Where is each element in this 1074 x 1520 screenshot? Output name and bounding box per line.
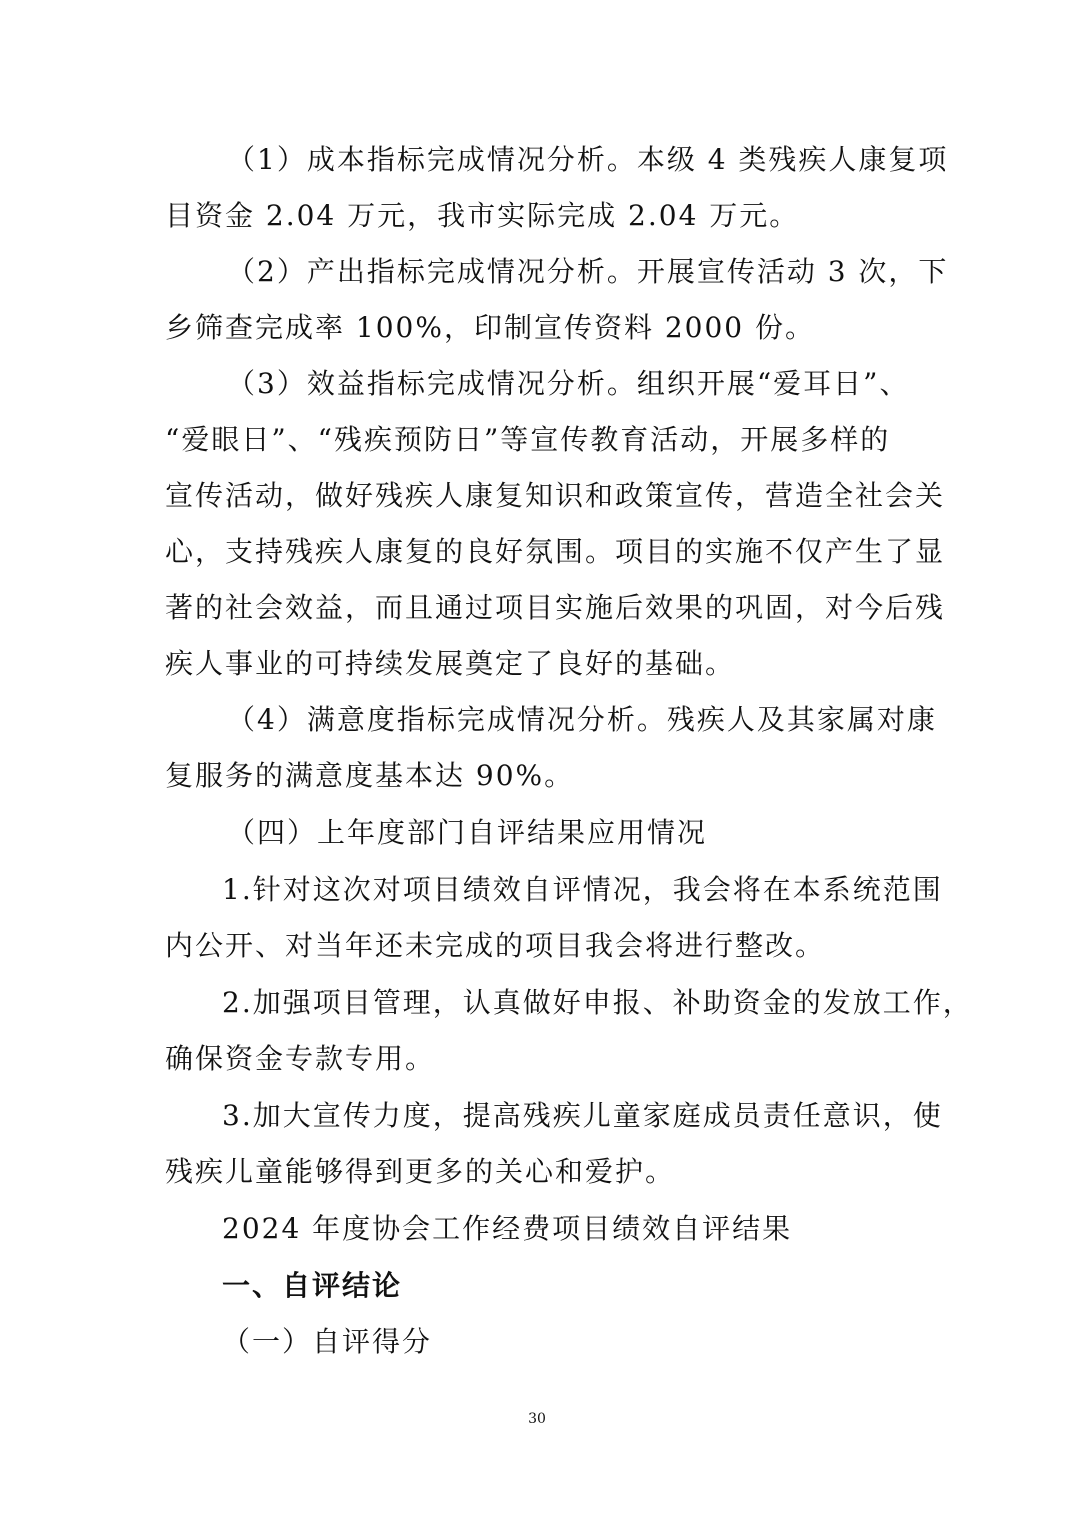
- item-two-line-1: 2.加强项目管理，认真做好申报、补助资金的发放工作，: [222, 986, 973, 1019]
- satisfaction-analysis-line-1: （4）满意度指标完成情况分析。残疾人及其家属对康: [227, 703, 937, 736]
- item-one-line-1: 1.针对这次对项目绩效自评情况，我会将在本系统范围: [222, 873, 943, 906]
- cost-analysis-line-1: （1）成本指标完成情况分析。本级 4 类残疾人康复项: [227, 143, 949, 176]
- benefit-analysis-line-4: 心，支持残疾人康复的良好氛围。项目的实施不仅产生了显: [165, 535, 946, 568]
- item-three-line-2: 残疾儿童能够得到更多的关心和爱护。: [165, 1155, 676, 1188]
- section-subheading: （一）自评得分: [222, 1325, 433, 1358]
- item-three-line-1: 3.加大宣传力度，提高残疾儿童家庭成员责任意识，使: [222, 1099, 943, 1132]
- output-analysis-line-2: 乡筛查完成率 100%，印制宣传资料 2000 份。: [165, 311, 816, 344]
- page-number: 30: [528, 1411, 546, 1427]
- item-one-line-2: 内公开、对当年还未完成的项目我会将进行整改。: [165, 929, 826, 962]
- section-four-title: （四）上年度部门自评结果应用情况: [227, 816, 708, 849]
- satisfaction-analysis-line-2: 复服务的满意度基本达 90%。: [165, 759, 575, 792]
- section-heading: 一、自评结论: [222, 1269, 403, 1302]
- benefit-analysis-line-6: 疾人事业的可持续发展奠定了良好的基础。: [165, 647, 736, 680]
- cost-analysis-line-2: 目资金 2.04 万元，我市实际完成 2.04 万元。: [165, 199, 800, 232]
- benefit-analysis-line-3: 宣传活动，做好残疾人康复知识和政策宣传，营造全社会关: [165, 479, 946, 512]
- benefit-analysis-line-5: 著的社会效益，而且通过项目实施后效果的巩固，对今后残: [165, 591, 946, 624]
- benefit-analysis-line-1: （3）效益指标完成情况分析。组织开展“爱耳日”、: [227, 367, 910, 400]
- item-two-line-2: 确保资金专款专用。: [165, 1042, 436, 1075]
- report-title: 2024 年度协会工作经费项目绩效自评结果: [222, 1212, 793, 1245]
- benefit-analysis-line-2: “爱眼日”、“残疾预防日”等宣传教育活动，开展多样的: [165, 423, 891, 456]
- output-analysis-line-1: （2）产出指标完成情况分析。开展宣传活动 3 次，下: [227, 255, 949, 288]
